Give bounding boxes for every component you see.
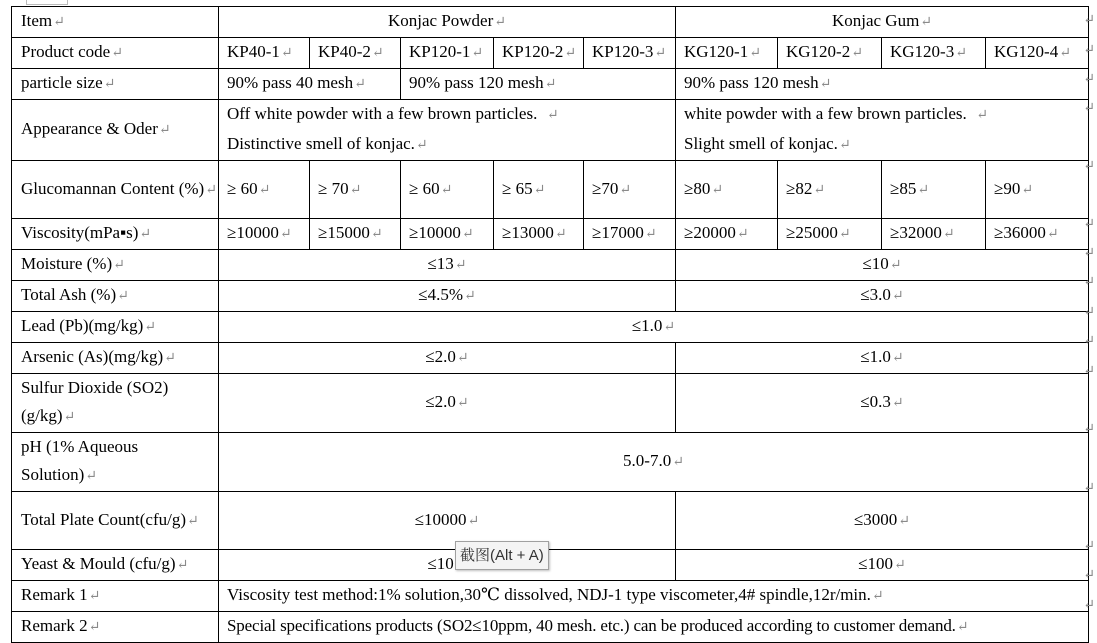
row-label: Remark 2↵	[12, 612, 219, 643]
table-row-header	[12, 7, 1089, 38]
row-label: Product code↵	[12, 38, 219, 69]
viscosity-cell: ≥32000↵	[882, 219, 986, 250]
end-of-row-mark: ↵	[1083, 422, 1095, 437]
viscosity-cell: ≥17000↵	[584, 219, 676, 250]
glucomannan-cell: ≥80↵	[676, 161, 778, 219]
table-row-total-ash	[12, 281, 1089, 312]
remark-2-text-cell: Special specifications products (SO2≤10ppm, 40 mesh. etc.) can be produced according to customer demand.↵	[219, 612, 1089, 643]
sulfur-dioxide-gum-cell: ≤0.3↵	[676, 374, 1089, 433]
total-plate-gum-cell: ≤3000↵	[676, 492, 1089, 550]
sulfur-dioxide-powder-cell: ≤2.0↵	[219, 374, 676, 433]
row-label: Glucomannan Content (%)↵	[12, 161, 219, 219]
header-item-cell: Item↵	[12, 7, 219, 38]
moisture-powder-cell: ≤13↵	[219, 250, 676, 281]
row-label: Total Plate Count(cfu/g)↵	[12, 492, 219, 550]
product-code-cell: KG120-4↵	[986, 38, 1089, 69]
end-of-row-mark: ↵	[1083, 305, 1095, 320]
total-plate-powder-cell: ≤10000↵	[219, 492, 676, 550]
viscosity-cell: ≥25000↵	[778, 219, 882, 250]
glucomannan-cell: ≥85↵	[882, 161, 986, 219]
screenshot-tooltip: 截图(Alt + A)	[455, 541, 549, 570]
viscosity-cell: ≥20000↵	[676, 219, 778, 250]
konjac-spec-table	[11, 6, 1089, 643]
end-of-row-mark: ↵	[1083, 72, 1095, 87]
viscosity-cell: ≥36000↵	[986, 219, 1089, 250]
product-code-cell: KP120-3↵	[584, 38, 676, 69]
row-label: Remark 1↵	[12, 581, 219, 612]
yeast-mould-powder-cell: ≤10	[219, 550, 676, 581]
end-of-row-mark: ↵	[1083, 481, 1095, 496]
arsenic-powder-cell: ≤2.0↵	[219, 343, 676, 374]
end-of-row-mark: ↵	[1083, 539, 1095, 554]
product-code-cell: KG120-1↵	[676, 38, 778, 69]
table-row-lead	[12, 312, 1089, 343]
end-of-row-mark: ↵	[1083, 246, 1095, 261]
remark-1-text-cell: Viscosity test method:1% solution,30℃ dissolved, NDJ-1 type viscometer,4# spindle,12r/min.↵	[219, 581, 1089, 612]
glucomannan-cell: ≥90↵	[986, 161, 1089, 219]
table-row-remark-2	[12, 612, 1089, 643]
table-row-glucomannan	[12, 161, 1089, 219]
total-ash-powder-cell: ≤4.5%↵	[219, 281, 676, 312]
end-of-row-mark: ↵	[1083, 334, 1095, 349]
row-label: Lead (Pb)(mg/kg)↵	[12, 312, 219, 343]
row-label: Arsenic (As)(mg/kg)↵	[12, 343, 219, 374]
table-row-product-code	[12, 38, 1089, 69]
table-row-ph	[12, 433, 1089, 492]
particle-size-kg-cell: 90% pass 120 mesh↵	[676, 69, 1089, 100]
glucomannan-cell: ≥ 60↵	[401, 161, 494, 219]
end-of-row-mark: ↵	[1083, 568, 1095, 583]
row-label: Yeast & Mould (cfu/g)↵	[12, 550, 219, 581]
table-row-arsenic	[12, 343, 1089, 374]
table-row-yeast-mould	[12, 550, 1089, 581]
product-code-cell: KP120-2↵	[494, 38, 584, 69]
table-row-viscosity	[12, 219, 1089, 250]
row-label: Sulfur Dioxide (SO2) (g/kg)↵	[12, 374, 219, 433]
viscosity-cell: ≥15000↵	[310, 219, 401, 250]
end-of-row-mark: ↵	[1083, 43, 1095, 58]
product-code-cell: KG120-2↵	[778, 38, 882, 69]
table-row-total-plate-count	[12, 492, 1089, 550]
ph-value-cell: 5.0-7.0↵	[219, 433, 1089, 492]
product-code-cell: KG120-3↵	[882, 38, 986, 69]
appearance-powder-cell: Off white powder with a few brown particles. ↵ Distinctive smell of konjac.↵	[219, 100, 676, 161]
total-ash-gum-cell: ≤3.0↵	[676, 281, 1089, 312]
appearance-gum-cell: white powder with a few brown particles. ↵ Slight smell of konjac.↵	[676, 100, 1089, 161]
row-label: Appearance & Oder↵	[12, 100, 219, 161]
row-label: Viscosity(mPa▪s)↵	[12, 219, 219, 250]
viscosity-cell: ≥10000↵	[401, 219, 494, 250]
table-row-remark-1	[12, 581, 1089, 612]
end-of-row-mark: ↵	[1083, 275, 1095, 290]
table-row-moisture	[12, 250, 1089, 281]
product-code-cell: KP40-2↵	[310, 38, 401, 69]
moisture-gum-cell: ≤10↵	[676, 250, 1089, 281]
particle-size-kp120-cell: 90% pass 120 mesh↵	[401, 69, 676, 100]
lead-value-cell: ≤1.0↵	[219, 312, 1089, 343]
page-corner-mark	[26, 0, 68, 5]
table-row-appearance	[12, 100, 1089, 161]
row-label: pH (1% Aqueous Solution)↵	[12, 433, 219, 492]
end-of-row-mark: ↵	[1083, 598, 1095, 613]
row-label: Total Ash (%)↵	[12, 281, 219, 312]
viscosity-cell: ≥13000↵	[494, 219, 584, 250]
glucomannan-cell: ≥ 60↵	[219, 161, 310, 219]
end-of-row-mark: ↵	[1083, 159, 1095, 174]
particle-size-kp40-cell: 90% pass 40 mesh↵	[219, 69, 401, 100]
glucomannan-cell: ≥70↵	[584, 161, 676, 219]
header-konjac-powder-cell: Konjac Powder↵	[219, 7, 676, 38]
yeast-mould-gum-cell: ≤100↵	[676, 550, 1089, 581]
table-row-particle-size	[12, 69, 1089, 100]
end-of-row-mark: ↵	[1083, 364, 1095, 379]
end-of-row-mark: ↵	[1083, 101, 1095, 116]
arsenic-gum-cell: ≤1.0↵	[676, 343, 1089, 374]
end-of-row-mark: ↵	[1083, 217, 1095, 232]
viscosity-cell: ≥10000↵	[219, 219, 310, 250]
header-konjac-gum-cell: Konjac Gum↵	[676, 7, 1089, 38]
product-code-cell: KP40-1↵	[219, 38, 310, 69]
end-of-row-mark: ↵	[1083, 13, 1095, 28]
row-label: particle size↵	[12, 69, 219, 100]
glucomannan-cell: ≥ 65↵	[494, 161, 584, 219]
glucomannan-cell: ≥ 70↵	[310, 161, 401, 219]
table-row-sulfur-dioxide	[12, 374, 1089, 433]
product-code-cell: KP120-1↵	[401, 38, 494, 69]
row-label: Moisture (%)↵	[12, 250, 219, 281]
glucomannan-cell: ≥82↵	[778, 161, 882, 219]
